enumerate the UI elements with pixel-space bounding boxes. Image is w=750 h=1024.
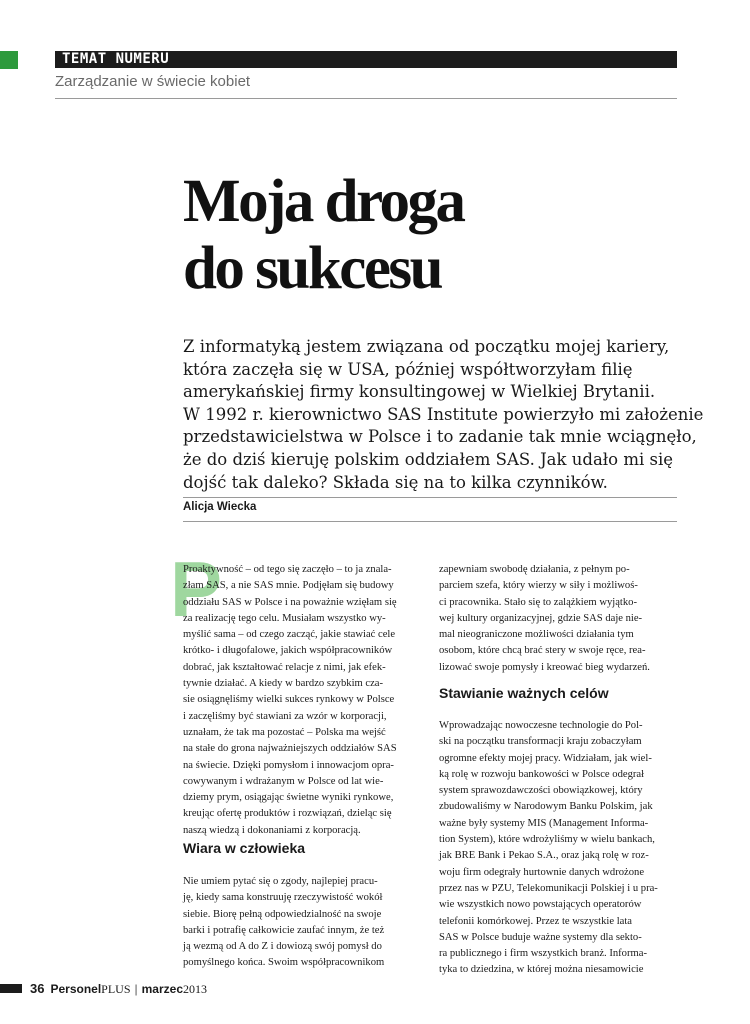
lead-line: W 1992 r. kierownictwo SAS Institute powierzyło mi założenie — [183, 404, 704, 424]
text-line: lizować swoje pomysły i kreować bieg wydarzeń. — [439, 661, 650, 673]
article-title — [183, 168, 663, 302]
text-line: pomyślnego końca. Swoim współpracownikom — [183, 957, 385, 969]
text-line: dobrać, jak kształtować relacje z nimi, jak efek- — [183, 661, 386, 673]
text-line: naszą wiedzą i dokonaniami z korporacją. — [183, 824, 361, 836]
column-right — [439, 562, 677, 676]
footer-bar — [0, 984, 22, 993]
issue-year: 2013 — [183, 982, 208, 996]
subheading-stawianie: Stawianie ważnych celów — [439, 685, 609, 701]
text-line: ważne były systemy MIS (Management Informa- — [439, 817, 649, 829]
text-line: Wprowadzając nowoczesne technologie do Pol- — [439, 720, 643, 731]
text-line: osobom, które chcą brać stery w swoje ręce, rea- — [439, 645, 646, 657]
lead-line: Z informatyką jestem związana od początku mojej kariery, — [183, 337, 670, 356]
text-line: oddziału SAS w Polsce i na poważnie wzięłam się — [183, 596, 397, 608]
text-line: na stałe do grona najważniejszych oddziałów SAS — [183, 743, 397, 755]
text-line: siebie. Biorę pełną odpowiedzialność na swoje — [183, 908, 382, 920]
text-line: Nie umiem pytać się o zgody, najlepiej pracu- — [183, 876, 378, 887]
paragraph — [439, 562, 677, 676]
text-line: ją wezmą od A do Z i dowiozą swój pomysł do — [183, 941, 382, 953]
text-line: wie wszystkich nowo powstających operatorów — [439, 899, 642, 911]
section-label: TEMAT NUMERU — [62, 51, 170, 67]
text-line: ję, kiedy sama konstruuję rzeczywistość wokół — [183, 892, 383, 904]
text-line: i zaczęliśmy być stawiani za wzór w korporacji, — [183, 710, 387, 722]
subheading-wiara: Wiara w człowieka — [183, 840, 306, 856]
text-line: sie osiągnęliśmy wielki sukces rynkowy w Polsce — [183, 694, 395, 706]
text-line: krótko- i długofalowe, jakich współpracowników — [183, 645, 393, 657]
section-color-tab — [0, 51, 18, 69]
section-subtitle: Zarządzanie w świecie kobiet — [55, 73, 251, 90]
footer-separator: | — [134, 982, 138, 996]
column-left — [183, 562, 421, 839]
issue-month: marzec — [141, 982, 184, 996]
text-line: wej kultury organizacyjnej, gdzie SAS daje nie- — [439, 612, 643, 624]
text-line: zbudowaliśmy w Narodowym Banku Polskim, jak — [439, 801, 653, 813]
title-line: Moja droga — [183, 168, 464, 235]
paragraph — [183, 874, 421, 972]
paragraph — [183, 562, 421, 839]
text-line: Proaktywność – od tego się zaczęło – to ja znala- — [183, 564, 392, 575]
page-footer — [30, 981, 207, 997]
column-left-continued — [183, 874, 421, 972]
lead-line: dojść tak daleko? Składa się na to kilka czynników. — [183, 472, 608, 492]
text-line: tion System), które wdrożyliśmy w wielu bankach, — [439, 834, 655, 846]
lead-line: amerykańskiej firmy konsultingowej w Wielkiej Brytanii. — [183, 382, 656, 402]
text-line: telefonii komórkowej. Przez te wszystkie lata — [439, 915, 632, 927]
lead-divider — [183, 497, 677, 498]
text-line: ogromne efekty mojej pracy. Widziałam, jak wiel- — [439, 752, 652, 764]
text-line: złam SAS, a nie SAS mnie. Podjęłam się budowy — [183, 580, 394, 592]
magazine-name: Personel — [50, 982, 102, 996]
paragraph — [439, 718, 677, 979]
header-divider — [55, 98, 677, 99]
text-line: cowywanym i wdrażanym w Polsce od lat wie- — [183, 775, 384, 787]
text-line: ra publicznego i firm wszystkich branż. Informa- — [439, 948, 647, 960]
text-line: tyka to dziedzina, w której można niesamowicie — [439, 964, 644, 976]
text-line: myślić sama – od czego zacząć, jakie stawiać cele — [183, 629, 396, 641]
text-line: parciem szefa, który wierzy w siły i możliwoś- — [439, 580, 638, 592]
article-lead — [183, 336, 704, 494]
text-line: za realizację tego celu. Musiałam wszystko wy- — [183, 612, 386, 624]
text-line: dziemy prym, osiągając świetne wyniki rynkowe, — [183, 792, 394, 804]
text-line: jak BRE Bank i Pekao S.A., oraz jaką rolę w roz- — [439, 850, 649, 862]
author-name: Alicja Wiecka — [183, 501, 257, 513]
lead-line: która zaczęła się w USA, później współtworzyłam filię — [183, 359, 633, 379]
page-number: 36 — [30, 981, 45, 996]
lead-line: przedstawicielstwa w Polsce i to zadanie tak mnie wciągnęło, — [183, 427, 697, 447]
text-line: ci pracownika. Stało się to zalążkiem wyjątko- — [439, 596, 637, 608]
text-line: uznałam, że tak ma pozostać – Polska ma wejść — [183, 726, 386, 738]
drop-cap: P — [170, 545, 223, 633]
magazine-name-suffix: PLUS — [101, 982, 131, 996]
text-line: SAS w Polsce buduje ważne systemy dla sekto- — [439, 931, 642, 943]
text-line: system sprawozdawczości obowiązkowej, który — [439, 785, 643, 797]
text-line: tywnie działać. A kiedy w bardzo szybkim cza- — [183, 678, 384, 690]
text-line: zapewniam swobodę działania, z pełnym po- — [439, 564, 630, 575]
title-line: do sukcesu — [183, 235, 442, 302]
text-line: przez nas w PZU, Telekomunikacji Polskiej i u pra- — [439, 882, 658, 894]
text-line: na świecie. Dzięki pomysłom i innowacjom opra- — [183, 759, 394, 771]
text-line: mal nieograniczone możliwości działania tym — [439, 629, 634, 641]
text-line: woju firm odegrały hurtownie danych wdrożone — [439, 866, 645, 878]
text-line: kreując ofertę produktów i rozwiązań, dzieląc się — [183, 808, 392, 820]
text-line: ką rolę w rozwoju bankowości w Polsce odegrał — [439, 768, 645, 780]
column-right-continued — [439, 718, 677, 979]
lead-line: że do dziś kieruję polskim oddziałem SAS. Jak udało mi się — [183, 449, 673, 469]
text-line: ski na początku transformacji kraju zobaczyłam — [439, 736, 642, 748]
author-divider — [183, 521, 677, 522]
text-line: barki i potrafię całkowicie zaufać innym, że też — [183, 924, 385, 936]
